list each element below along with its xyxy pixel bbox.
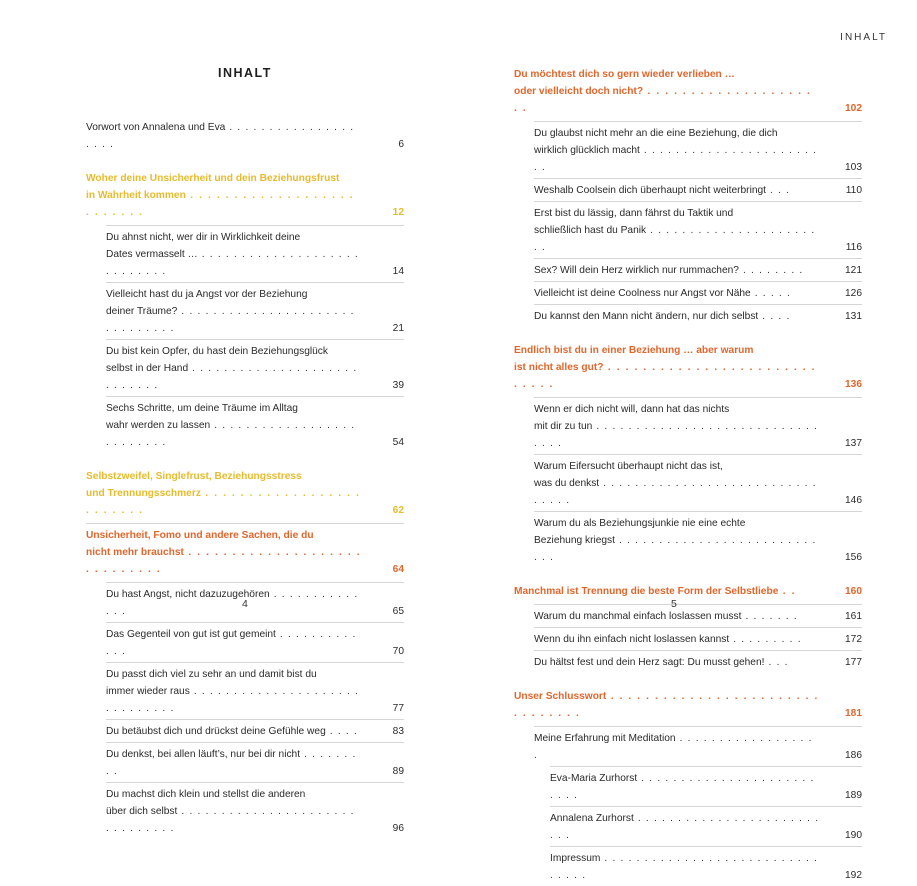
toc-entry[interactable]: Warum du manchmal einfach loslassen musst . . . . . . . 161 — [514, 608, 862, 625]
divider — [106, 396, 404, 397]
page-folio-left: 4 — [242, 598, 248, 610]
toc-entry[interactable]: Du kannst den Mann nicht ändern, nur dich selbst . . . . 131 — [514, 308, 862, 325]
page-number: 172 — [845, 634, 862, 645]
page-number: 137 — [845, 438, 862, 449]
page-number: 161 — [845, 611, 862, 622]
toc-section-selbstzweifel[interactable]: Selbstzweifel, Singlefrust, Beziehungsstress und Trennungsschmerz . . . . . . . . . . . . . . . . . . . . . . . . . 62 — [86, 468, 404, 519]
page-number: 21 — [392, 323, 404, 334]
divider — [534, 178, 862, 179]
toc-entry-foreword[interactable]: Vorwort von Annalena und Eva . . . . . . . . . . . . . . . . . . . . 6 — [86, 119, 404, 153]
divider — [106, 719, 404, 720]
toc-entry[interactable]: Du passt dich viel zu sehr an und damit bist du immer wieder raus . . . . . . . . . . . . . . . . . . . . . . . . . . . . . . 77 — [86, 666, 404, 717]
page-number: 62 — [392, 505, 404, 516]
page-number: 160 — [845, 586, 862, 597]
page-number: 65 — [392, 606, 404, 617]
running-head: INHALT — [840, 32, 887, 43]
toc-entry[interactable]: Wenn du ihn einfach nicht loslassen kannst . . . . . . . . . 172 — [514, 631, 862, 648]
toc-entry[interactable]: Du ahnst nicht, wer dir in Wirklichkeit deine Dates vermasselt … . . . . . . . . . . . . . . . . . . . . . . . . . . . . 14 — [86, 229, 404, 280]
toc-entry[interactable]: Du machst dich klein und stellst die anderen über dich selbst . . . . . . . . . . . . . . . . . . . . . . . . . . . . . . . 96 — [86, 786, 404, 837]
page-number: 70 — [392, 646, 404, 657]
page-number: 102 — [845, 103, 862, 114]
page-number: 146 — [845, 495, 862, 506]
divider — [106, 282, 404, 283]
page-number: 177 — [845, 657, 862, 668]
toc-entry[interactable]: Du bist kein Opfer, du hast dein Beziehungsglück selbst in der Hand . . . . . . . . . . . . . . . . . . . . . . . . . . . . 39 — [86, 343, 404, 394]
left-toc — [86, 119, 404, 839]
divider — [534, 304, 862, 305]
toc-section-beziehung[interactable]: Endlich bist du in einer Beziehung … aber warum ist nicht alles gut? . . . . . . . . . . . . . . . . . . . . . . . . . . . . . 136 — [514, 342, 862, 393]
divider — [534, 121, 862, 122]
page-number: 110 — [845, 185, 862, 196]
toc-entry[interactable]: Vielleicht hast du ja Angst vor der Beziehung deiner Träume? . . . . . . . . . . . . . . . . . . . . . . . . . . . . . . . 21 — [86, 286, 404, 337]
toc-section-verlieben[interactable]: Du möchtest dich so gern wieder verlieben … oder vielleicht doch nicht? . . . . . . . . . . . . . . . . . . . . . 102 — [514, 66, 862, 117]
page-number: 116 — [845, 242, 862, 253]
toc-title: INHALT — [218, 66, 272, 80]
divider — [534, 201, 862, 202]
page-number: 186 — [845, 750, 862, 761]
page-number: 121 — [845, 265, 862, 276]
page-number: 189 — [845, 790, 862, 801]
divider — [550, 766, 862, 767]
page-number: 12 — [392, 207, 404, 218]
page-number: 126 — [845, 288, 862, 299]
divider — [106, 622, 404, 623]
divider — [106, 582, 404, 583]
divider — [106, 225, 404, 226]
right-toc — [514, 66, 862, 886]
divider — [534, 511, 862, 512]
toc-entry[interactable]: Annalena Zurhorst . . . . . . . . . . . . . . . . . . . . . . . . . . 190 — [514, 810, 862, 844]
toc-entry[interactable]: Du glaubst nicht mehr an die eine Beziehung, die dich wirklich glücklich macht . . . . . . . . . . . . . . . . . . . . . . . . 103 — [514, 125, 862, 176]
page-number: 181 — [845, 708, 862, 719]
divider — [534, 726, 862, 727]
toc-entry[interactable]: Sex? Will dein Herz wirklich nur rummachen? . . . . . . . . 121 — [514, 262, 862, 279]
toc-section-fomo[interactable]: Unsicherheit, Fomo und andere Sachen, die du nicht mehr brauchst . . . . . . . . . . . . . . . . . . . . . . . . . . . . . 64 — [86, 527, 404, 578]
page-number: 39 — [392, 380, 404, 391]
divider — [534, 604, 862, 605]
toc-entry[interactable]: Warum du als Beziehungsjunkie nie eine echte Beziehung kriegst . . . . . . . . . . . . . . . . . . . . . . . . . . . . 156 — [514, 515, 862, 566]
toc-entry[interactable]: Du denkst, bei allen läuft’s, nur bei dir nicht . . . . . . . . . 89 — [86, 746, 404, 780]
divider — [106, 662, 404, 663]
toc-entry[interactable]: Du betäubst dich und drückst deine Gefühle weg . . . . 83 — [86, 723, 404, 740]
page-number: 89 — [392, 766, 404, 777]
page-folio-right: 5 — [671, 598, 677, 610]
divider — [534, 454, 862, 455]
divider — [534, 650, 862, 651]
divider — [106, 339, 404, 340]
divider — [534, 627, 862, 628]
toc-entry[interactable]: Du hältst fest und dein Herz sagt: Du musst gehen! . . . 177 — [514, 654, 862, 671]
divider — [534, 281, 862, 282]
toc-entry[interactable]: Impressum . . . . . . . . . . . . . . . . . . . . . . . . . . . . . . . . 192 — [514, 850, 862, 884]
toc-entry[interactable]: Weshalb Coolsein dich überhaupt nicht weiterbringt . . . 110 — [514, 182, 862, 199]
toc-section-unsicherheit[interactable]: Woher deine Unsicherheit und dein Beziehungsfrust in Wahrheit kommen . . . . . . . . . . . . . . . . . . . . . . . . . . 12 — [86, 170, 404, 221]
divider — [106, 742, 404, 743]
page-number: 77 — [392, 703, 404, 714]
toc-section-schlusswort[interactable]: Unser Schlusswort . . . . . . . . . . . . . . . . . . . . . . . . . . . . . . . . 181 — [514, 688, 862, 722]
page-number: 64 — [392, 564, 404, 575]
left-page — [0, 0, 458, 834]
toc-entry[interactable]: Vielleicht ist deine Coolness nur Angst vor Nähe . . . . . 126 — [514, 285, 862, 302]
toc-entry[interactable]: Warum Eifersucht überhaupt nicht das ist, was du denkst . . . . . . . . . . . . . . . . . . . . . . . . . . . . . . . . 146 — [514, 458, 862, 509]
divider — [86, 523, 404, 524]
page-number: 96 — [392, 823, 404, 834]
divider — [534, 397, 862, 398]
toc-entry[interactable]: Das Gegenteil von gut ist gut gemeint . . . . . . . . . . . . . 70 — [86, 626, 404, 660]
page-number: 83 — [392, 726, 404, 737]
page-number: 156 — [845, 552, 862, 563]
divider — [106, 782, 404, 783]
divider — [534, 258, 862, 259]
toc-section-trennung[interactable]: Manchmal ist Trennung die beste Form der Selbstliebe . . 160 — [514, 583, 862, 600]
toc-entry[interactable]: Meine Erfahrung mit Meditation . . . . . . . . . . . . . . . . . . 186 — [514, 730, 862, 764]
page-number: 192 — [845, 870, 862, 881]
toc-entry[interactable]: Eva-Maria Zurhorst . . . . . . . . . . . . . . . . . . . . . . . . . . 189 — [514, 770, 862, 804]
page-number: 136 — [845, 379, 862, 390]
toc-entry[interactable]: Du hast Angst, nicht dazuzugehören . . . . . . . . . . . . . . 65 — [86, 586, 404, 620]
page-number: 131 — [845, 311, 862, 322]
divider — [550, 846, 862, 847]
right-page — [458, 0, 917, 881]
toc-entry[interactable]: Wenn er dich nicht will, dann hat das nichts mit dir zu tun . . . . . . . . . . . . . . . . . . . . . . . . . . . . . . . . 137 — [514, 401, 862, 452]
page-number: 14 — [392, 266, 404, 277]
toc-entry[interactable]: Erst bist du lässig, dann fährst du Taktik und schließlich hast du Panik . . . . . . . . . . . . . . . . . . . . . . . 116 — [514, 205, 862, 256]
divider — [550, 806, 862, 807]
page-number: 6 — [398, 139, 404, 150]
toc-entry[interactable]: Sechs Schritte, um deine Träume im Alltag wahr werden zu lassen . . . . . . . . . . . . . . . . . . . . . . . . . . 54 — [86, 400, 404, 451]
page-number: 54 — [392, 437, 404, 448]
page-number: 190 — [845, 830, 862, 841]
page-number: 103 — [845, 162, 862, 173]
